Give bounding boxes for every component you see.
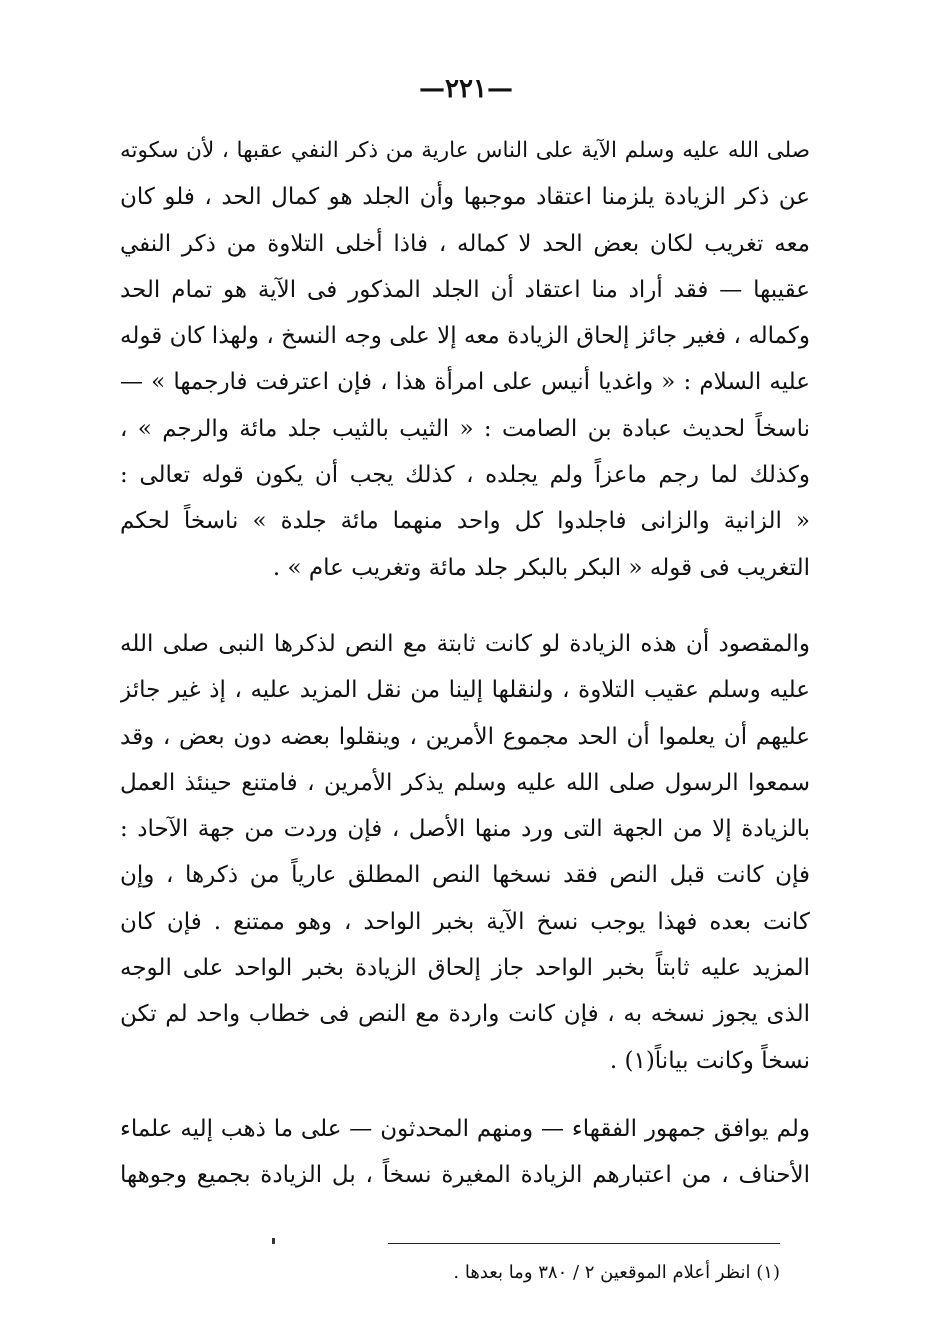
text-line: ناسخاً لحديث عبادة بن الصامت : « الثيب بالثيب جلد مائة والرجم » ، (120, 415, 810, 442)
text-line: وكذلك لما رجم ماعزاً ولم يجلده ، كذلك يجب أن يكون قوله تعالى : (120, 462, 810, 489)
footnote: (١) انظر أعلام الموقعين ٢ / ٣٨٠ وما بعدها . (453, 1262, 780, 1283)
text-line: عليه السلام : « واغديا أنيس على امرأة هذا ، فإن اعترفت فارجمها » — (120, 369, 810, 396)
print-speck (272, 1238, 275, 1244)
text-line: بالزيادة إلا من الجهة التى ورد منها الأصل ، فإن وردت من جهة الآحاد : (120, 816, 810, 843)
text-line: وكماله ، فغير جائز إلحاق الزيادة معه إلا على وجه النسخ ، ولهذا كان قوله (120, 323, 810, 350)
text-line: كانت بعده فهذا يوجب نسخ الآية بخبر الواحد ، وهو ممتنع . فإن كان (120, 908, 810, 935)
text-line: عقيبها — فقد أراد منا اعتقاد أن الجلد المذكور فى الآية هو تمام الحد (120, 276, 810, 303)
text-line: معه تغريب لكان بعض الحد لا كماله ، فاذا أخلى التلاوة من ذكر النفي (120, 230, 810, 257)
paragraph-gap (120, 1084, 810, 1106)
text-line: نسخاً وكانت بياناً(١) . (609, 1047, 810, 1074)
text-line: صلى الله عليه وسلم الآية على الناس عارية من ذكر النفي عقبها ، لأن سكوته (120, 138, 810, 163)
text-line: « الزانية والزانى فاجلدوا كل واحد منهما مائة جلدة » ناسخاً لحكم (120, 508, 810, 535)
page-number: —٢٢١— (419, 74, 513, 104)
paragraph-1 (120, 128, 810, 591)
text-line: والمقصود أن هذه الزيادة لو كانت ثابتة مع النص لذكرها النبى صلى الله (120, 630, 810, 657)
text-line: عليهم أن يعلموا أن الحد مجموع الأمرين ، وينقلوا بعضه دون بعض ، وقد (120, 723, 810, 750)
body-text (120, 128, 810, 1199)
text-line: عليه وسلم عقيب التلاوة ، ولنقلها إلينا من نقل المزيد عليه ، إذ غير جائز (120, 677, 810, 704)
footnote-divider (388, 1243, 780, 1244)
text-line: المزيد عليه ثابتاً بخبر الواحد جاز إلحاق الزيادة بخبر الواحد على الوجه (120, 955, 810, 982)
paragraph-2 (120, 621, 810, 1084)
paragraph-3 (120, 1106, 810, 1199)
text-line: سمعوا الرسول صلى الله عليه وسلم يذكر الأمرين ، فامتنع حينئذ العمل (120, 769, 810, 796)
text-line: التغريب فى قوله « البكر بالبكر جلد مائة وتغريب عام » . (272, 554, 810, 581)
text-line: فإن كانت قبل النص فقد نسخها النص المطلق عارياً من ذكرها ، وإن (120, 862, 810, 889)
text-line: الذى يجوز نسخه به ، فإن كانت واردة مع النص فى خطاب واحد لم تكن (120, 1001, 810, 1028)
text-line: ولم يوافق جمهور الفقهاء — ومنهم المحدثون — على ما ذهب إليه علماء (120, 1115, 810, 1142)
paragraph-gap (120, 591, 810, 621)
text-line: الأحناف ، من اعتبارهم الزيادة المغيرة نسخاً ، بل الزيادة بجميع وجوهها (120, 1162, 810, 1189)
text-line: عن ذكر الزيادة يلزمنا اعتقاد موجبها وأن الجلد هو كمال الحد ، فلو كان (120, 184, 810, 211)
